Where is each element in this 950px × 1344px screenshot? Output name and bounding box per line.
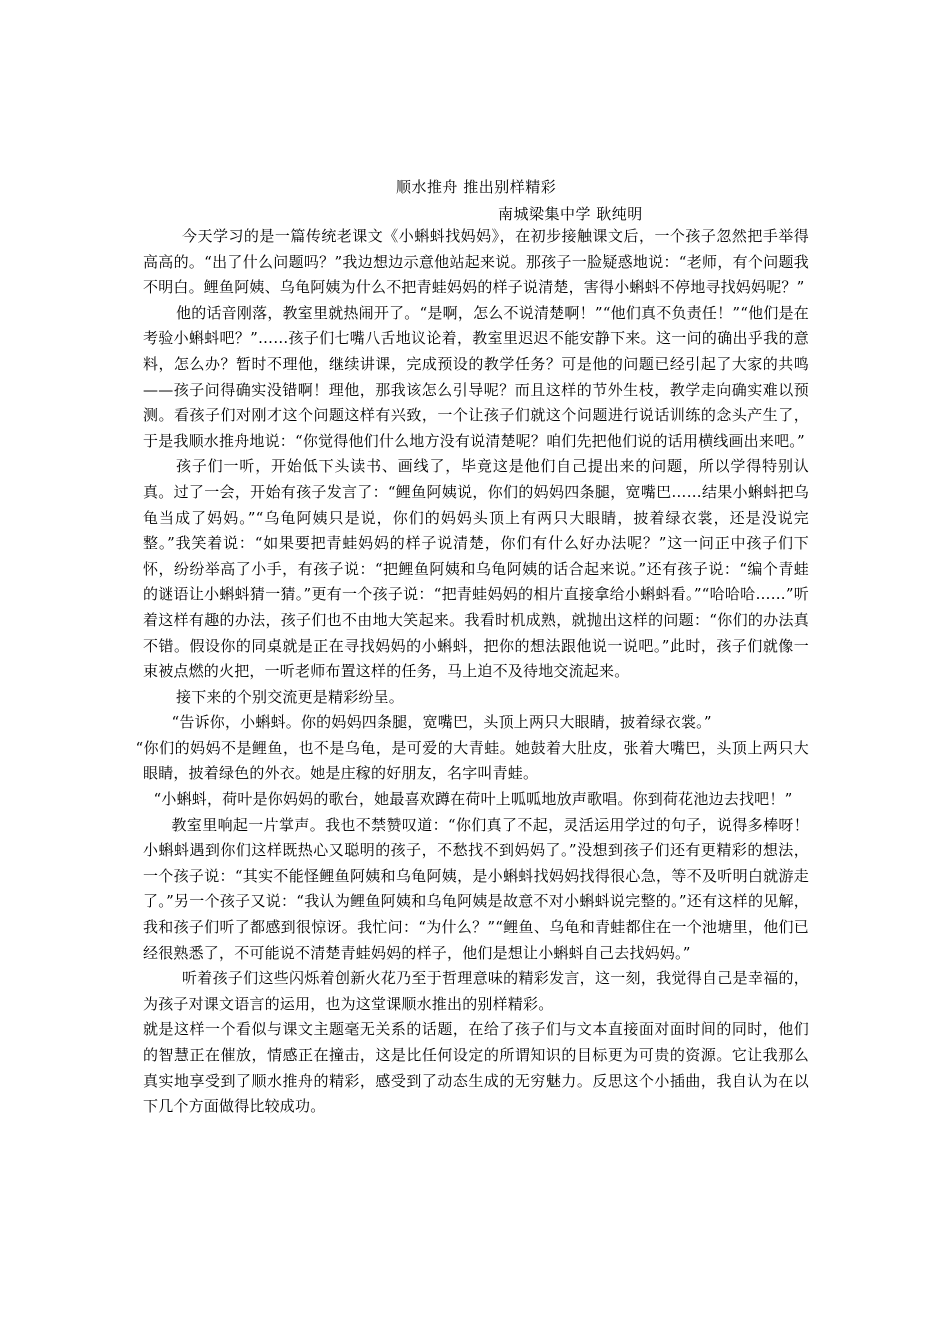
paragraph-10: 就是这样一个看似与课文主题毫无关系的话题，在给了孩子们与文本直接面对面时间的同时，他们的智慧正在催放，情感正在撞击，这是比任何设定的所谓知识的目标更为可贵的资源。它让我那么真实地享受到了顺水推舟的精彩，感受到了动态生成的无穷魅力。反思这个小插曲，我自认为在以下几个方面做得比较成功。 <box>143 1020 809 1116</box>
document-author: 南城梁集中学 耿纯明 <box>498 205 643 223</box>
paragraph-4: 接下来的个别交流更是精彩纷呈。 <box>176 687 405 706</box>
paragraph-6: “你们的妈妈不是鲤鱼，也不是乌龟，是可爱的大青蛙。她鼓着大肚皮，张着大嘴巴，头顶上两只大眼睛，披着绿色的外衣。她是庄稼的好朋友，名字叫青蛙。 <box>135 738 809 783</box>
paragraph-8: 教室里响起一片掌声。我也不禁赞叹道：“你们真了不起，灵活运用学过的句子，说得多棒呀！小蝌蚪遇到你们这样既热心又聪明的孩子，不愁找不到妈妈了。”没想到孩子们还有更精彩的想法，一个孩子说：“其实不能怪鲤鱼阿姨和乌龟阿姨，是小蝌蚪找妈妈找得很心急，等不及听明白就游走了。”另一个孩子又说：“我认为鲤鱼阿姨和乌龟阿姨是故意不对小蝌蚪说完整的。”还有这样的见解，我和孩子们听了都感到很惊讶。我忙问：“为什么？”“鲤鱼、乌龟和青蛙都住在一个池塘里，他们已经很熟悉了，不可能说不清楚青蛙妈妈的样子，他们是想让小蝌蚪自己去找妈妈。” <box>143 815 809 962</box>
paragraph-1: 今天学习的是一篇传统老课文《小蝌蚪找妈妈》，在初步接触课文后，一个孩子忽然把手举得高高的。“出了什么问题吗？”我边想边示意他站起来说。那孩子一脸疑惑地说：“老师，有个问题我不明白。鲤鱼阿姨、乌龟阿姨为什么不把青蛙妈妈的样子说清楚，害得小蝌蚪不停地寻找妈妈呢？” <box>143 227 809 297</box>
paragraph-5: “告诉你，小蝌蚪。你的妈妈四条腿，宽嘴巴，头顶上两只大眼睛，披着绿衣裳。” <box>171 713 712 732</box>
paragraph-9: 听着孩子们这些闪烁着创新火花乃至于哲理意味的精彩发言，这一刻，我觉得自己是幸福的，为孩子对课文语言的运用，也为这堂课顺水推出的别样精彩。 <box>143 969 809 1013</box>
paragraph-2: 他的话音刚落，教室里就热闹开了。“是啊，怎么不说清楚啊！”“他们真不负责任！”“他们是在考验小蝌蚪吧？”……孩子们七嘴八舌地议论着，教室里迟迟不能安静下来。这一问的确出乎我的意料，怎么办？暂时不理他，继续讲课，完成预设的教学任务？可是他的问题已经引起了大家的共鸣——孩子问得确实没错啊！理他，那我该怎么引导呢？而且这样的节外生枝，教学走向确实难以预测。看孩子们对刚才这个问题这样有兴致，一个让孩子们就这个问题进行说话训练的念头产生了，于是我顺水推舟地说：“你觉得他们什么地方没有说清楚呢？咱们先把他们说的话用横线画出来吧。” <box>143 303 809 450</box>
document-body <box>135 224 809 1120</box>
paragraph-3: 孩子们一听，开始低下头读书、画线了，毕竟这是他们自己提出来的问题，所以学得特别认真。过了一会，开始有孩子发言了：“鲤鱼阿姨说，你们的妈妈四条腿，宽嘴巴……结果小蝌蚪把乌龟当成了妈妈。”“乌龟阿姨只是说，你们的妈妈头顶上有两只大眼睛，披着绿衣裳，还是没说完整。”我笑着说：“如果要把青蛙妈妈的样子说清楚，你们有什么好办法呢？”这一问正中孩子们下怀，纷纷举高了小手，有孩子说：“把鲤鱼阿姨和乌龟阿姨的话合起来说。”还有孩子说：“编个青蛙的谜语让小蝌蚪猜一猜。”更有一个孩子说：“把青蛙妈妈的相片直接拿给小蝌蚪看。”“哈哈哈……”听着这样有趣的办法，孩子们也不由地大笑起来。我看时机成熟，就抛出这样的问题：“你们的办法真不错。假设你的同桌就是正在寻找妈妈的小蝌蚪，把你的想法跟他说一说吧。”此时，孩子们就像一束被点燃的火把，一听老师布置这样的任务，马上迫不及待地交流起来。 <box>143 457 809 681</box>
paragraph-7: “小蝌蚪，荷叶是你妈妈的歌台，她最喜欢蹲在荷叶上呱呱地放声歌唱。你到荷花池边去找吧！” <box>153 790 793 809</box>
document-title: 顺水推舟 推出别样精彩 <box>396 178 557 196</box>
